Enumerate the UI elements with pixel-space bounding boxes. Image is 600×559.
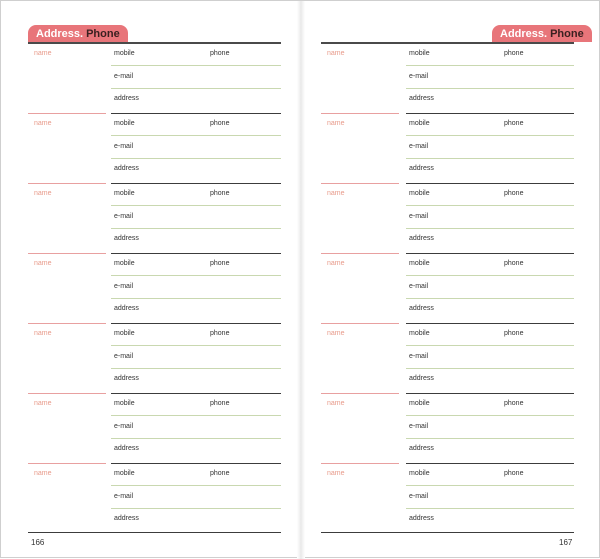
entry-top-rule bbox=[406, 393, 574, 394]
address-entry bbox=[1, 113, 301, 183]
email-label[interactable]: e-mail bbox=[409, 143, 429, 150]
email-rule bbox=[111, 88, 281, 89]
address-entry bbox=[1, 393, 301, 463]
address-label[interactable]: address bbox=[409, 165, 434, 172]
name-rule bbox=[28, 323, 106, 324]
email-label[interactable]: e-mail bbox=[409, 353, 429, 360]
email-label[interactable]: e-mail bbox=[114, 283, 134, 290]
tab-word-address: Address. bbox=[36, 27, 84, 40]
email-label[interactable]: e-mail bbox=[114, 423, 134, 430]
email-rule bbox=[406, 438, 574, 439]
email-label[interactable]: e-mail bbox=[409, 283, 429, 290]
mobile-label[interactable]: mobile bbox=[409, 330, 430, 337]
entry-top-rule bbox=[406, 323, 574, 324]
email-rule bbox=[406, 228, 574, 229]
name-label[interactable]: name bbox=[34, 190, 52, 197]
address-label[interactable]: address bbox=[114, 235, 139, 242]
name-label[interactable]: name bbox=[327, 400, 345, 407]
entry-top-rule bbox=[111, 253, 281, 254]
name-rule bbox=[321, 463, 399, 464]
address-entry bbox=[301, 113, 600, 183]
address-entry bbox=[301, 43, 600, 113]
email-rule bbox=[111, 438, 281, 439]
phone-label[interactable]: phone bbox=[504, 260, 524, 267]
address-entry bbox=[301, 463, 600, 533]
name-rule bbox=[321, 113, 399, 114]
name-rule bbox=[321, 323, 399, 324]
phone-label[interactable]: phone bbox=[504, 470, 524, 477]
mobile-label[interactable]: mobile bbox=[409, 50, 430, 57]
mobile-rule bbox=[111, 65, 281, 66]
mobile-label[interactable]: mobile bbox=[409, 190, 430, 197]
tab-word-phone: Phone bbox=[86, 27, 120, 40]
phone-label[interactable]: phone bbox=[210, 120, 230, 127]
mobile-label[interactable]: mobile bbox=[114, 400, 135, 407]
address-entry bbox=[1, 183, 301, 253]
mobile-label[interactable]: mobile bbox=[114, 120, 135, 127]
name-label[interactable]: name bbox=[327, 120, 345, 127]
phone-label[interactable]: phone bbox=[504, 190, 524, 197]
left-page bbox=[1, 1, 301, 559]
mobile-rule bbox=[111, 415, 281, 416]
name-label[interactable]: name bbox=[34, 330, 52, 337]
email-rule bbox=[111, 158, 281, 159]
mobile-rule bbox=[406, 485, 574, 486]
email-label[interactable]: e-mail bbox=[409, 213, 429, 220]
mobile-rule bbox=[111, 205, 281, 206]
entry-top-rule bbox=[111, 323, 281, 324]
section-tab bbox=[28, 25, 128, 42]
mobile-rule bbox=[111, 135, 281, 136]
address-entry bbox=[301, 323, 600, 393]
mobile-rule bbox=[406, 415, 574, 416]
email-rule bbox=[111, 508, 281, 509]
phone-label[interactable]: phone bbox=[210, 190, 230, 197]
name-rule bbox=[28, 253, 106, 254]
address-entry bbox=[301, 253, 600, 323]
tab-word-address: Address. bbox=[500, 27, 548, 40]
name-rule bbox=[321, 183, 399, 184]
phone-label[interactable]: phone bbox=[210, 260, 230, 267]
entry-top-rule bbox=[111, 113, 281, 114]
address-label[interactable]: address bbox=[114, 305, 139, 312]
entry-top-rule bbox=[406, 113, 574, 114]
phone-label[interactable]: phone bbox=[504, 120, 524, 127]
bottom-rule bbox=[321, 532, 574, 533]
address-entry bbox=[1, 323, 301, 393]
address-label[interactable]: address bbox=[114, 375, 139, 382]
mobile-rule bbox=[111, 275, 281, 276]
phone-label[interactable]: phone bbox=[504, 400, 524, 407]
mobile-rule bbox=[406, 275, 574, 276]
phone-label[interactable]: phone bbox=[210, 50, 230, 57]
section-tab bbox=[492, 25, 592, 42]
address-entry bbox=[1, 253, 301, 323]
name-rule bbox=[28, 463, 106, 464]
address-label[interactable]: address bbox=[114, 165, 139, 172]
address-entry bbox=[301, 393, 600, 463]
email-label[interactable]: e-mail bbox=[114, 353, 134, 360]
email-label[interactable]: e-mail bbox=[114, 493, 134, 500]
email-label[interactable]: e-mail bbox=[409, 493, 429, 500]
bottom-rule bbox=[28, 532, 281, 533]
name-label[interactable]: name bbox=[34, 400, 52, 407]
address-entry bbox=[301, 183, 600, 253]
name-label[interactable]: name bbox=[327, 330, 345, 337]
name-label[interactable]: name bbox=[327, 190, 345, 197]
email-label[interactable]: e-mail bbox=[114, 143, 134, 150]
mobile-label[interactable]: mobile bbox=[409, 260, 430, 267]
address-label[interactable]: address bbox=[409, 445, 434, 452]
name-rule bbox=[28, 393, 106, 394]
email-rule bbox=[406, 298, 574, 299]
email-rule bbox=[111, 368, 281, 369]
email-label[interactable]: e-mail bbox=[409, 73, 429, 80]
mobile-label[interactable]: mobile bbox=[114, 330, 135, 337]
address-label[interactable]: address bbox=[114, 95, 139, 102]
email-rule bbox=[111, 228, 281, 229]
name-label[interactable]: name bbox=[327, 50, 345, 57]
name-label[interactable]: name bbox=[327, 260, 345, 267]
mobile-rule bbox=[111, 345, 281, 346]
page-number: 166 bbox=[31, 538, 45, 547]
phone-label[interactable]: phone bbox=[504, 330, 524, 337]
phone-label[interactable]: phone bbox=[210, 400, 230, 407]
mobile-label[interactable]: mobile bbox=[409, 470, 430, 477]
right-page bbox=[301, 1, 600, 559]
email-label[interactable]: e-mail bbox=[114, 73, 134, 80]
mobile-rule bbox=[406, 205, 574, 206]
entry-top-rule bbox=[111, 183, 281, 184]
address-label[interactable]: address bbox=[114, 515, 139, 522]
name-rule bbox=[28, 113, 106, 114]
name-label[interactable]: name bbox=[34, 120, 52, 127]
name-label[interactable]: name bbox=[34, 470, 52, 477]
mobile-label[interactable]: mobile bbox=[114, 50, 135, 57]
mobile-rule bbox=[406, 345, 574, 346]
email-label[interactable]: e-mail bbox=[409, 423, 429, 430]
tab-word-phone: Phone bbox=[550, 27, 584, 40]
address-label[interactable]: address bbox=[409, 375, 434, 382]
page-number: 167 bbox=[559, 538, 573, 547]
mobile-rule bbox=[406, 135, 574, 136]
name-label[interactable]: name bbox=[327, 470, 345, 477]
mobile-label[interactable]: mobile bbox=[114, 470, 135, 477]
address-label[interactable]: address bbox=[409, 235, 434, 242]
mobile-label[interactable]: mobile bbox=[114, 190, 135, 197]
address-label[interactable]: address bbox=[409, 95, 434, 102]
phone-label[interactable]: phone bbox=[210, 330, 230, 337]
address-entry bbox=[1, 43, 301, 113]
name-label[interactable]: name bbox=[34, 260, 52, 267]
address-label[interactable]: address bbox=[409, 305, 434, 312]
mobile-label[interactable]: mobile bbox=[409, 400, 430, 407]
mobile-label[interactable]: mobile bbox=[409, 120, 430, 127]
entry-top-rule bbox=[111, 463, 281, 464]
name-rule bbox=[321, 253, 399, 254]
entry-top-rule bbox=[111, 393, 281, 394]
email-rule bbox=[406, 158, 574, 159]
address-label[interactable]: address bbox=[114, 445, 139, 452]
name-rule bbox=[321, 393, 399, 394]
email-rule bbox=[406, 508, 574, 509]
address-entry bbox=[1, 463, 301, 533]
entry-top-rule bbox=[406, 183, 574, 184]
mobile-rule bbox=[111, 485, 281, 486]
email-label[interactable]: e-mail bbox=[114, 213, 134, 220]
mobile-label[interactable]: mobile bbox=[114, 260, 135, 267]
name-rule bbox=[28, 183, 106, 184]
entry-top-rule bbox=[406, 253, 574, 254]
phone-label[interactable]: phone bbox=[210, 470, 230, 477]
address-label[interactable]: address bbox=[409, 515, 434, 522]
email-rule bbox=[111, 298, 281, 299]
name-label[interactable]: name bbox=[34, 50, 52, 57]
entry-top-rule bbox=[406, 463, 574, 464]
mobile-rule bbox=[406, 65, 574, 66]
email-rule bbox=[406, 88, 574, 89]
email-rule bbox=[406, 368, 574, 369]
phone-label[interactable]: phone bbox=[504, 50, 524, 57]
